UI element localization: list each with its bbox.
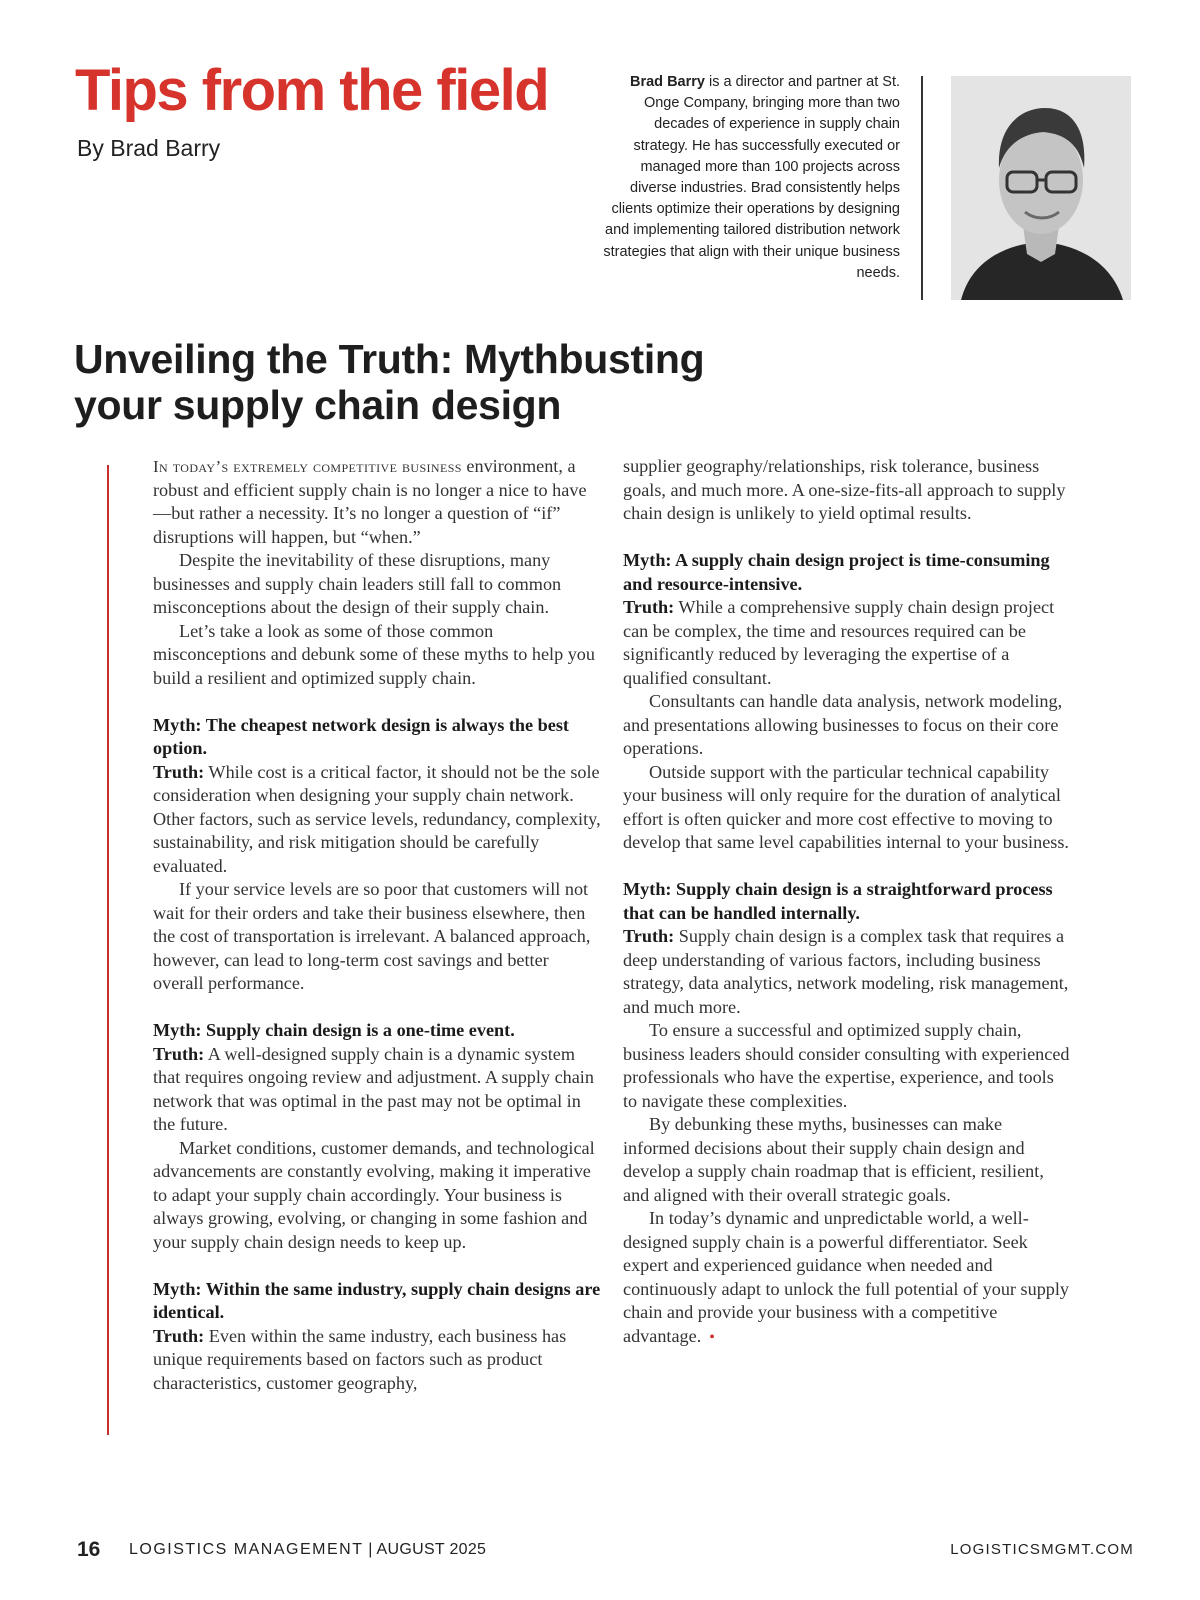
truth-label: Truth:: [623, 926, 675, 946]
myth-heading: Myth: Within the same industry, supply chain designs are identical.: [153, 1278, 601, 1322]
bio-divider: [921, 76, 923, 300]
truth-paragraph: [623, 596, 1071, 690]
intro-lead-in: In today’s extremely competitive business: [153, 457, 462, 476]
closing-text: In today’s dynamic and unpredictable world, a well-designed supply chain is a powerful differentiator. Seek expert and experienced guidance when needed and continuously adapt to unlock the full potential of your supply chain and provide your business with a competitive advantage.: [623, 1208, 1070, 1346]
truth-paragraph: [153, 1325, 601, 1396]
closing-paragraph: By debunking these myths, businesses can make informed decisions about their supply chain design and develop a supply chain roadmap that is efficient, resilient, and aligned with their overall strategic goals.: [623, 1114, 1044, 1205]
column-accent-rule: [107, 465, 109, 1435]
intro-paragraph: [153, 455, 601, 549]
article-column-right: [623, 455, 1071, 1349]
end-mark-icon: •: [709, 1328, 715, 1346]
truth-text: Supply chain design is a complex task that requires a deep understanding of various factors, including business strategy, data analytics, network modeling, risk management, and much more.: [623, 926, 1069, 1017]
author-name: Brad Barry: [630, 74, 705, 90]
truth-label: Truth:: [153, 1325, 205, 1346]
truth-text: While a comprehensive supply chain design project can be complex, the time and resources required can be significantly reduced by leveraging the expertise of a qualified consultant.: [623, 597, 1055, 688]
issue-date: | AUGUST 2025: [363, 1541, 487, 1558]
truth-paragraph: [153, 1043, 601, 1137]
section-title: Tips from the field: [75, 58, 549, 123]
body-paragraph: Consultants can handle data analysis, network modeling, and presentations allowing businesses to focus on their core operations.: [623, 691, 1063, 758]
body-paragraph: Let’s take a look as some of those common misconceptions and debunk some of these myths to help you build a resilient and optimized supply chain.: [153, 620, 595, 688]
publication-name: [129, 1541, 486, 1559]
body-paragraph: If your service levels are so poor that customers will not wait for their orders and take their business elsewhere, then the cost of transportation is irrelevant. A balanced approach, however, can lead to long-term cost savings and better overall performance.: [153, 879, 591, 993]
publication-title: LOGISTICS MANAGEMENT: [129, 1541, 364, 1558]
continued-paragraph: supplier geography/relationships, risk tolerance, business goals, and much more. A one-size-fits-all approach to supply chain design is unlikely to yield optimal results.: [623, 456, 1066, 523]
truth-label: Truth:: [623, 597, 675, 617]
article-column-left: [153, 455, 601, 1395]
intro-text: environment, a robust and efficient supply chain is no longer a nice to have—but rather a necessity. It’s no longer a question of “if” disruptions will happen, but “when.”: [153, 456, 587, 547]
body-paragraph: Market conditions, customer demands, and technological advancements are constantly evolving, making it imperative to adapt your supply chain accordingly. Your business is always growing, evolving, or changing in some fashion and your supply chain design needs to keep up.: [153, 1137, 595, 1252]
truth-text: While cost is a critical factor, it should not be the sole consideration when designing your supply chain network. Other factors, such as service levels, redundancy, complexity, sustainability, and risk mitigation should be carefully evaluated.: [153, 761, 601, 876]
truth-label: Truth:: [153, 761, 205, 782]
truth-text: A well-designed supply chain is a dynamic system that requires ongoing review and adjustment. A supply chain network that was optimal in the past may not be optimal in the future.: [153, 1043, 594, 1134]
author-bio: [600, 72, 900, 284]
page-number: 16: [77, 1538, 101, 1561]
body-paragraph: To ensure a successful and optimized supply chain, business leaders should consider consulting with experienced professionals who have the expertise, experience, and tools to navigate these complexities.: [623, 1020, 1070, 1111]
truth-paragraph: [623, 925, 1071, 1019]
author-bio-text: is a director and partner at St. Onge Company, bringing more than two decades of experience in supply chain strategy. He has successfully executed or managed more than 100 projects across diverse industries. Brad consistently helps clients optimize their operations by designing and implementing tailored distribution network strategies that align with their unique business needs.: [603, 74, 900, 281]
website-link[interactable]: LOGISTICSMGMT.COM: [950, 1541, 1134, 1558]
page-footer: [77, 1538, 1134, 1564]
closing-paragraph: [623, 1207, 1071, 1349]
article-headline: Unveiling the Truth: Mythbusting your supply chain design: [74, 336, 705, 428]
truth-label: Truth:: [153, 1043, 205, 1064]
myth-heading: Myth: Supply chain design is a one-time event.: [153, 1020, 515, 1040]
truth-text: Even within the same industry, each business has unique requirements based on factors such as product characteristics, customer geography,: [153, 1325, 567, 1393]
body-paragraph: Outside support with the particular technical capability your business will only require for the duration of analytical effort is often quicker and more cost effective to moving to develop that same level capabilities internal to your business.: [623, 761, 1069, 852]
byline: By Brad Barry: [77, 135, 221, 161]
myth-heading: Myth: A supply chain design project is time-consuming and resource-intensive.: [623, 550, 1050, 594]
myth-heading: Myth: The cheapest network design is always the best option.: [153, 714, 569, 758]
body-paragraph: Despite the inevitability of these disruptions, many businesses and supply chain leaders still fall to common misconceptions about the design of their supply chain.: [153, 550, 562, 617]
truth-paragraph: [153, 761, 601, 879]
myth-heading: Myth: Supply chain design is a straightforward process that can be handled internally.: [623, 879, 1053, 923]
author-photo: [951, 76, 1131, 300]
